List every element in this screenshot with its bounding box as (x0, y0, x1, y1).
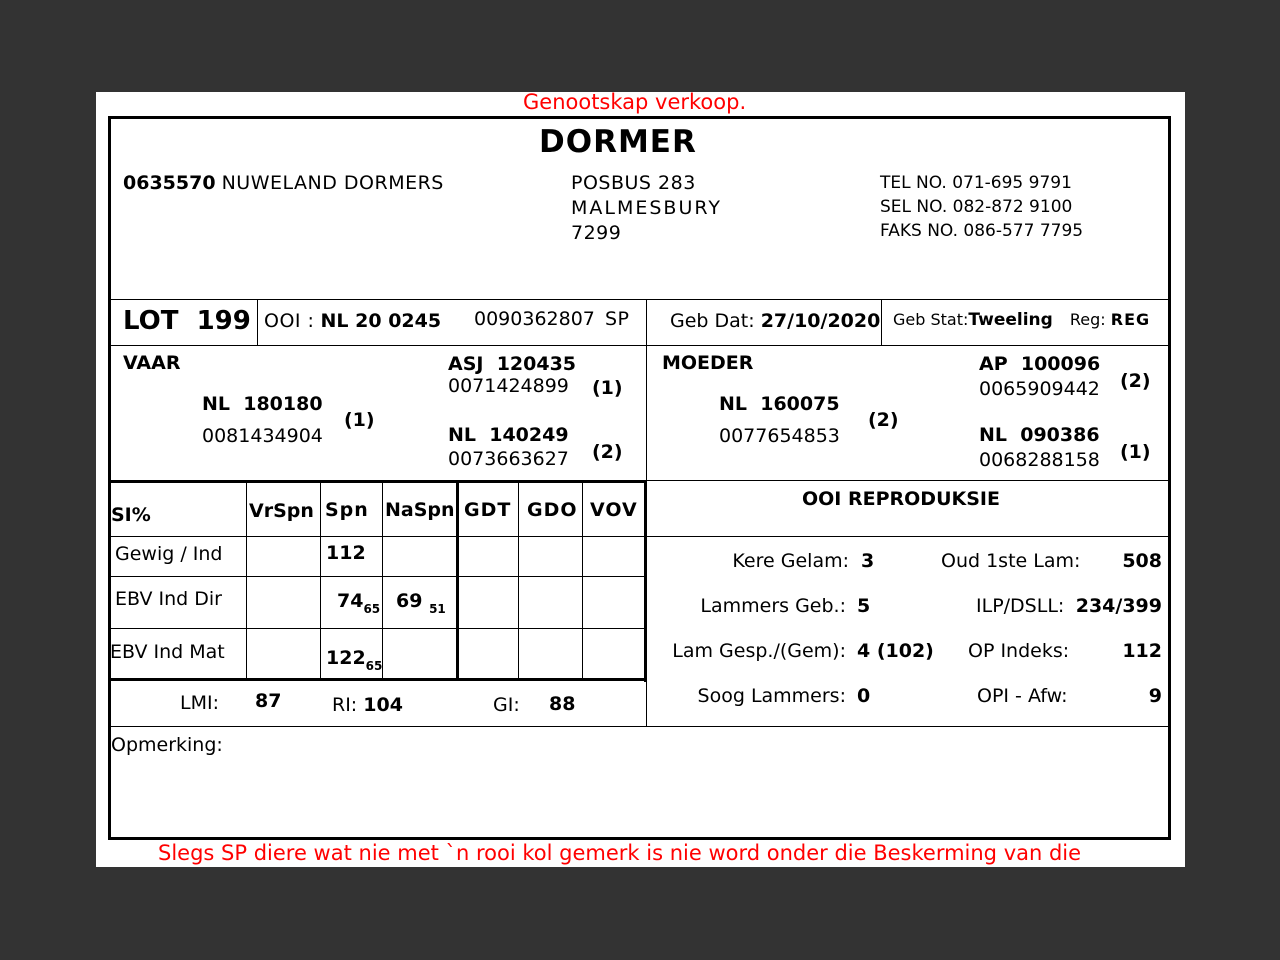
si-cell-spn (326, 647, 382, 673)
si-header: GDO (527, 499, 578, 521)
border-top (108, 116, 1171, 119)
divider (108, 536, 646, 537)
ri-label: RI: (332, 694, 358, 716)
moeder-dam-mark: (1) (1120, 441, 1151, 463)
gi-value: 88 (549, 693, 576, 715)
si-table-top (108, 480, 647, 483)
divider (582, 483, 583, 679)
moeder-reg: 0077654853 (719, 425, 840, 447)
si-table-mid (456, 483, 459, 679)
birth-status-line (893, 310, 1150, 330)
breeder-number: 0635570 (123, 172, 216, 194)
ooi-id: NL 20 0245 (320, 310, 442, 332)
moeder-id: NL 160075 (719, 393, 840, 415)
birth-status-label: Geb Stat: (893, 310, 969, 329)
divider (108, 726, 1171, 727)
vaar-sire-reg: 0071424899 (448, 375, 569, 397)
ri-index (332, 694, 403, 716)
ooi-id-line (264, 310, 441, 332)
si-cell-value: 69 (396, 590, 423, 612)
si-cell-accuracy: 65 (363, 602, 381, 616)
breeder-address (571, 171, 722, 246)
lmi-label: LMI: (180, 692, 219, 714)
lot-card-page (96, 92, 1185, 867)
repro-value: 234/399 (1075, 595, 1162, 617)
moeder-sire-id: AP 100096 (979, 353, 1101, 375)
moeder-label: MOEDER (662, 352, 754, 374)
vaar-dam-mark: (2) (592, 441, 623, 463)
si-row-label: EBV Ind Mat (110, 641, 225, 663)
si-table-bottom (108, 678, 647, 681)
breed-title: DORMER (539, 124, 697, 160)
border-left (108, 116, 111, 840)
vaar-sire-mark: (1) (592, 377, 623, 399)
si-cell-spn: 112 (326, 542, 366, 564)
si-header: Spn (325, 499, 369, 521)
reproduction-title: OOI REPRODUKSIE (802, 488, 1000, 510)
repro-value: 3 (861, 550, 875, 572)
si-cell-accuracy: 65 (365, 659, 383, 673)
reg-value: REG (1110, 310, 1151, 329)
moeder-sire-mark: (2) (1120, 370, 1151, 392)
ooi-label: OOI : (264, 310, 315, 332)
vaar-id: NL 180180 (202, 393, 323, 415)
ooi-reg: 0090362807 (474, 308, 595, 330)
ooi-class: SP (604, 308, 630, 330)
divider (257, 299, 258, 345)
address-line: POSBUS 283 (571, 172, 696, 194)
vaar-reg: 0081434904 (202, 425, 323, 447)
birth-status: Tweeling (968, 310, 1053, 330)
border-bottom (108, 837, 1171, 840)
si-table-right (644, 480, 647, 682)
moeder-dam-reg: 0068288158 (979, 449, 1100, 471)
divider (108, 345, 1171, 346)
repro-label: Oud 1ste Lam: (941, 550, 1081, 572)
si-header: VOV (590, 499, 638, 521)
vaar-mark: (1) (344, 409, 375, 431)
gi-label: GI: (493, 694, 520, 716)
si-cell-naspn (396, 590, 446, 616)
divider (646, 480, 1171, 481)
repro-label: Soog Lammers: (697, 685, 846, 707)
repro-value: 4 (102) (857, 640, 934, 662)
notice-bottom: Slegs SP diere wat nie met `n rooi kol gemerk is nie word onder die Beskerming van die (158, 841, 1082, 865)
si-cell-value: 74 (337, 590, 364, 612)
moeder-dam-id: NL 090386 (979, 424, 1100, 446)
vaar-dam-id: NL 140249 (448, 424, 569, 446)
breeder-contact (880, 171, 1083, 243)
notice-top: Genootskap verkoop. (523, 90, 747, 114)
lmi-value: 87 (255, 690, 282, 712)
vaar-label: VAAR (123, 352, 181, 374)
address-line: 7299 (571, 222, 622, 244)
ri-value: 104 (363, 694, 403, 716)
si-cell-accuracy: 51 (429, 602, 446, 616)
divider (646, 536, 1171, 537)
vaar-sire-id: ASJ 120435 (448, 353, 577, 375)
divider (320, 483, 321, 679)
fax-number: FAKS NO. 086-577 7795 (880, 221, 1084, 241)
moeder-mark: (2) (868, 409, 899, 431)
ooi-reg-line (474, 308, 629, 330)
repro-value: 112 (1122, 640, 1162, 662)
divider (108, 299, 1171, 300)
divider (881, 299, 882, 345)
remarks-label: Opmerking: (111, 734, 223, 756)
si-cell-value: 122 (326, 647, 366, 669)
repro-label: Lammers Geb.: (700, 595, 846, 617)
cell-number: SEL NO. 082-872 9100 (880, 197, 1073, 217)
reg-label: Reg: (1069, 310, 1106, 329)
lot-number (123, 306, 251, 336)
moeder-sire-reg: 0065909442 (979, 378, 1100, 400)
repro-label: Lam Gesp./(Gem): (672, 640, 846, 662)
remarks-field (111, 762, 1166, 834)
divider (108, 628, 646, 629)
divider (246, 483, 247, 679)
birth-date-label: Geb Dat: (670, 310, 755, 332)
repro-label: OPI - Afw: (977, 685, 1068, 707)
lot-label: LOT (123, 306, 179, 336)
birth-date: 27/10/2020 (760, 310, 881, 332)
repro-value: 5 (857, 595, 871, 617)
border-right (1168, 116, 1171, 840)
tel-number: TEL NO. 071-695 9791 (880, 173, 1072, 193)
si-cell-spn (337, 590, 380, 616)
si-row-label: EBV Ind Dir (115, 588, 222, 610)
si-row-label: Gewig / Ind (115, 543, 223, 565)
repro-value: 0 (857, 685, 871, 707)
repro-value: 9 (1148, 685, 1162, 707)
birth-date-line (670, 310, 880, 332)
breeder-line (123, 172, 444, 194)
repro-label: Kere Gelam: (732, 550, 849, 572)
address-line: MALMESBURY (571, 197, 722, 219)
divider (108, 576, 646, 577)
divider (518, 483, 519, 679)
lot-value: 199 (196, 306, 251, 336)
repro-value: 508 (1122, 550, 1162, 572)
repro-label: ILP/DSLL: (976, 595, 1065, 617)
repro-label: OP Indeks: (968, 640, 1070, 662)
breeder-name: NUWELAND DORMERS (221, 172, 444, 194)
vaar-dam-reg: 0073663627 (448, 448, 569, 470)
si-header: GDT (464, 499, 512, 521)
si-header: VrSpn (249, 500, 314, 522)
si-header: NaSpn (385, 499, 455, 521)
si-header: SI% (111, 504, 151, 526)
